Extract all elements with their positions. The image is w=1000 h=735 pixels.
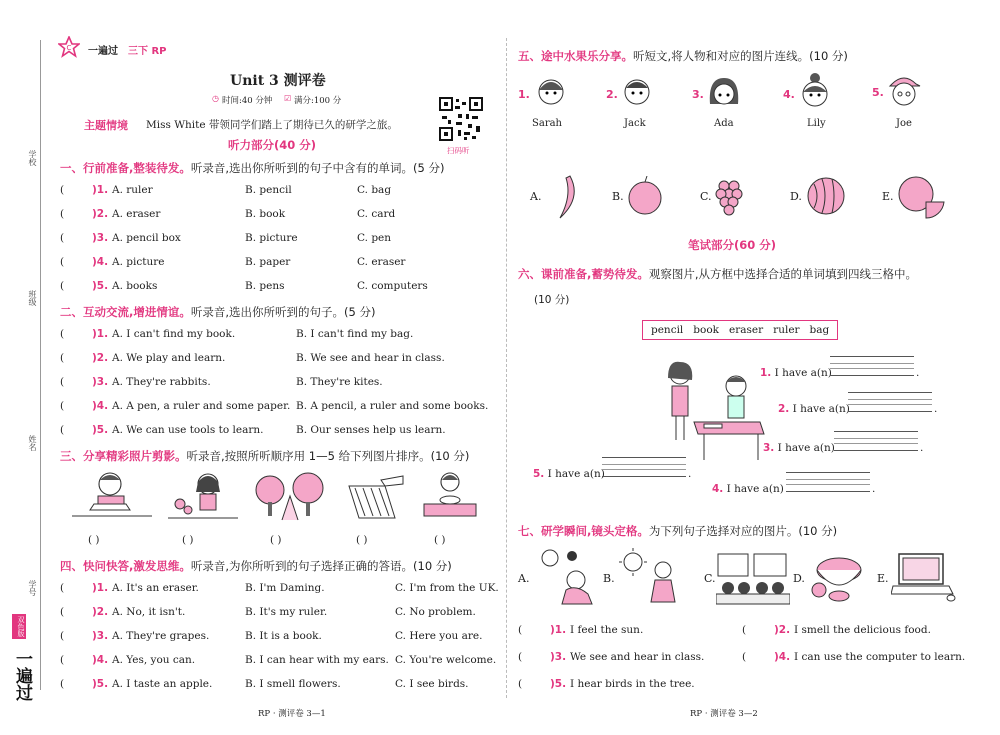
section-7-heading: 七、研学瞬间,镜头定格。为下列句子选择对应的图片。(10 分)	[518, 524, 838, 538]
question-row[interactable]: ( )2. I smell the delicious food.	[742, 624, 931, 636]
question-row[interactable]: ( )1. A. I can't find my book. B. I can't find my bag.	[60, 328, 414, 340]
section-1-heading: 一、行前准备,整装待发。听录音,选出你所听到的句子中含有的单词。(5 分)	[60, 161, 445, 175]
boy-reading-book-picture	[72, 470, 152, 525]
person-lily[interactable]: 4. Lily	[783, 72, 863, 132]
question-row[interactable]: ( )4. A. picture B. paper C. eraser	[60, 256, 406, 268]
classroom-icon	[716, 548, 790, 606]
person-ada[interactable]: 3. Ada	[692, 72, 772, 132]
brand-logo	[58, 36, 80, 58]
watermelon-icon	[806, 174, 846, 218]
question-row[interactable]: ( )3. A. They're grapes. B. It is a book. C. Here you are.	[60, 630, 483, 642]
question-row[interactable]: ( )2. A. eraser B. book C. card	[60, 208, 396, 220]
footer-left: RP · 测评卷 3—1	[258, 709, 326, 719]
question-row[interactable]: ( )5. A. books B. pens C. computers	[60, 280, 428, 292]
pink-trees-picture	[252, 472, 328, 525]
written-header: 笔试部分(60 分)	[688, 238, 777, 252]
time-limit: 时间:40 分钟	[222, 96, 273, 106]
delicious-food-icon	[809, 548, 869, 606]
sentence-4: 4. I have a(n)	[712, 483, 784, 495]
answer-line-1[interactable]	[830, 356, 914, 376]
question-row[interactable]: ( )3. A. pencil box B. picture C. pen	[60, 232, 392, 244]
order-blank[interactable]: ( )	[182, 534, 194, 546]
order-blank[interactable]: ( )	[356, 534, 368, 546]
classroom-scene	[660, 360, 770, 470]
answer-line-4[interactable]	[786, 472, 870, 492]
period-4: .	[872, 483, 876, 495]
sentence-1: 1. I have a(n)	[760, 367, 832, 379]
school-label: 学校	[28, 150, 37, 166]
girl-smelling-flowers-picture	[168, 470, 238, 525]
apple-icon	[626, 176, 664, 216]
class-label: 班级	[28, 290, 37, 306]
person-sarah[interactable]: 1. Sarah	[518, 72, 598, 132]
word-bank: pencil book eraser ruler bag	[642, 320, 838, 340]
question-row[interactable]: ( )1. A. ruler B. pencil C. bag	[60, 184, 392, 196]
theme-text: Miss White 带领同学们踏上了期待已久的研学之旅。	[146, 119, 398, 131]
sentence-5: 5. I have a(n)	[533, 468, 605, 480]
question-row[interactable]: ( )1. A. It's an eraser. B. I'm Daming. C. I'm from the UK.	[60, 582, 499, 594]
question-row[interactable]: ( )5. A. We can use tools to learn. B. Our senses help us learn.	[60, 424, 446, 436]
question-row[interactable]: ( )1. I feel the sun.	[518, 624, 644, 636]
question-row[interactable]: ( )5. A. I taste an apple. B. I smell flowers. C. I see birds.	[60, 678, 469, 690]
grapes-icon	[714, 176, 748, 218]
footer-right: RP · 测评卷 3—2	[690, 709, 758, 719]
person-joe[interactable]: 5. Joe	[872, 72, 952, 132]
question-row[interactable]: ( )4. I can use the computer to learn.	[742, 651, 966, 663]
svg-text:C: C	[66, 44, 72, 52]
sentence-2: 2. I have a(n)	[778, 403, 850, 415]
star-logo-icon	[58, 36, 80, 58]
section-5-heading: 五、途中水果乐分享。听短文,将人物和对应的图片连线。(10 分)	[518, 49, 848, 63]
check-icon: ☑	[284, 94, 292, 103]
section-3-heading: 三、分享精彩照片剪影。听录音,按照所听顺序用 1—5 给下列图片排序。(10 分)	[60, 449, 470, 463]
question-row[interactable]: ( )5. I hear birds in the tree.	[518, 678, 695, 690]
answer-line-5[interactable]	[602, 457, 686, 477]
banana-icon	[552, 174, 582, 220]
side-badge: 双色版	[12, 614, 26, 639]
order-blank[interactable]: ( )	[270, 534, 282, 546]
girl-sun-icon	[619, 548, 685, 606]
qr-code[interactable]	[438, 96, 484, 142]
page-divider	[506, 38, 507, 698]
answer-line-2[interactable]	[848, 392, 932, 412]
id-label: 学号	[28, 580, 37, 596]
order-blank[interactable]: ( )	[88, 534, 100, 546]
question-row[interactable]: ( )3. We see and hear in class.	[518, 651, 705, 663]
question-row[interactable]: ( )2. A. No, it isn't. B. It's my ruler. C. No problem.	[60, 606, 476, 618]
order-blank[interactable]: ( )	[434, 534, 446, 546]
period-5: .	[688, 468, 692, 480]
binding-margin	[0, 0, 52, 735]
hand-touching-cloth-picture	[345, 474, 405, 523]
header-grade: 三下 RP	[128, 46, 167, 57]
girl-cooking-food-picture	[420, 470, 480, 525]
question-row[interactable]: ( )4. A. Yes, you can. B. I can hear with my ears. C. You're welcome.	[60, 654, 497, 666]
full-score: 满分:100 分	[294, 96, 342, 106]
question-row[interactable]: ( )2. A. We play and learn. B. We see and hear in class.	[60, 352, 445, 364]
girl-listening-birds-icon	[536, 548, 602, 606]
answer-line-3[interactable]	[834, 431, 918, 451]
clock-icon: ◷	[212, 94, 219, 103]
binding-line	[40, 40, 41, 690]
period-3: .	[920, 442, 924, 454]
listening-header: 听力部分(40 分)	[228, 138, 317, 152]
name-label: 姓名	[28, 435, 37, 451]
section-2-heading: 二、互动交流,增进情谊。听录音,选出你所听到的句子。(5 分)	[60, 305, 376, 319]
section-6-score: (10 分)	[534, 294, 570, 306]
page-title: Unit 3 测评卷	[230, 73, 326, 89]
side-brand: 一遍过	[12, 650, 32, 701]
header-brand: 一遍过	[88, 46, 118, 57]
laptop-icon	[891, 550, 957, 604]
theme-label: 主题情境	[84, 119, 128, 132]
period-2: .	[934, 403, 938, 415]
section-4-heading: 四、快问快答,激发思维。听录音,为你所听到的句子选择正确的答语。(10 分)	[60, 559, 452, 573]
person-jack[interactable]: 2. Jack	[606, 72, 686, 132]
question-row[interactable]: ( )4. A. A pen, a ruler and some paper. B. A pencil, a ruler and some books.	[60, 400, 489, 412]
period-1: .	[916, 367, 920, 379]
qr-caption: 扫码听	[447, 146, 470, 155]
section-6-heading: 六、课前准备,蓄势待发。观察图片,从方框中选择合适的单词填到四线三格中。	[518, 267, 918, 281]
sentence-3: 3. I have a(n)	[763, 442, 835, 454]
question-row[interactable]: ( )3. A. They're rabbits. B. They're kites.	[60, 376, 383, 388]
orange-icon	[896, 172, 946, 220]
